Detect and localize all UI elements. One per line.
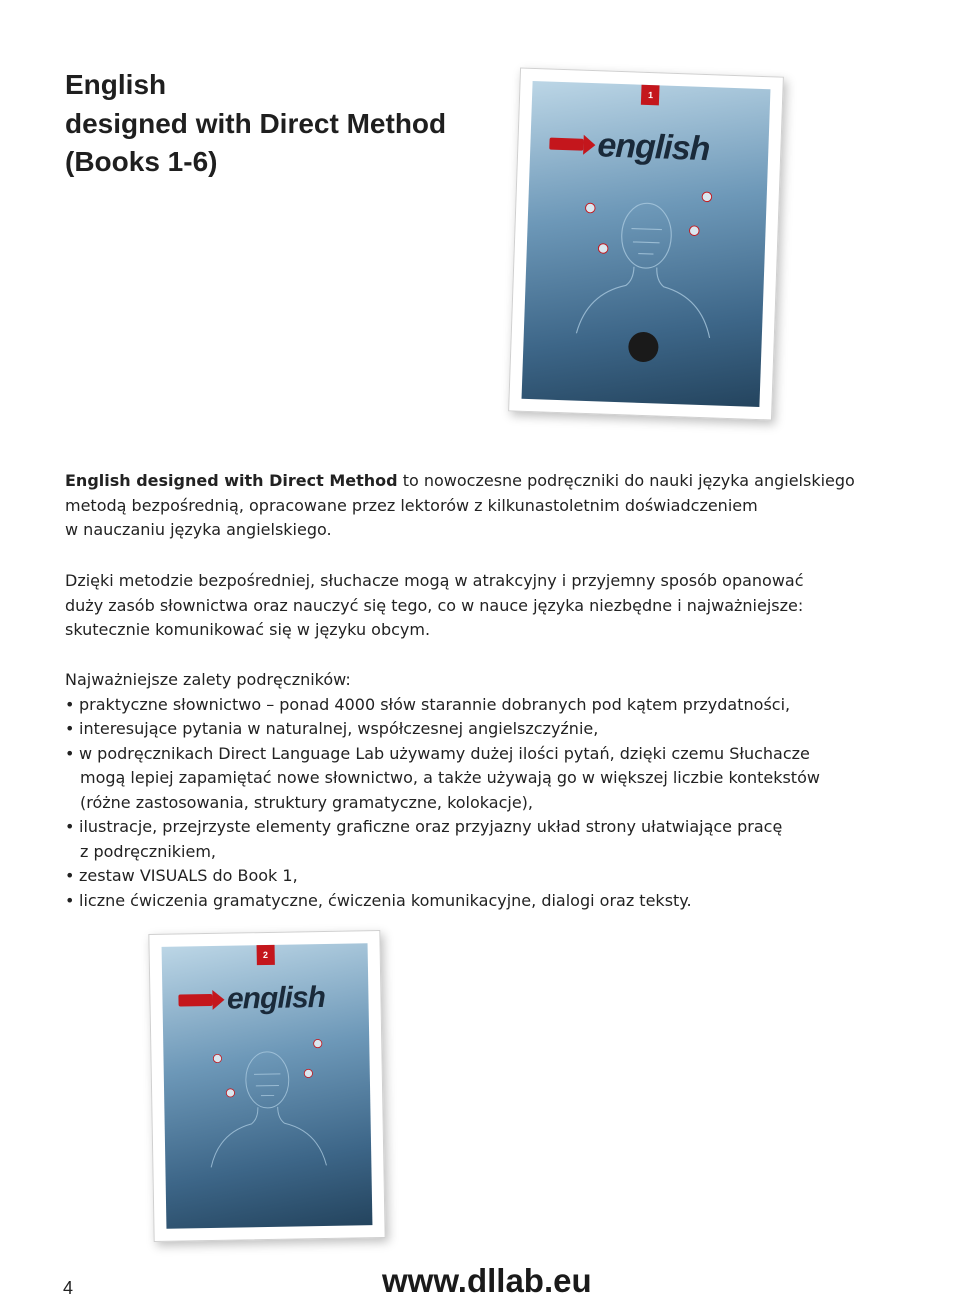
- list-item: [65, 815, 895, 864]
- list-item: [65, 889, 895, 914]
- intro-paragraph: [65, 469, 897, 543]
- book-cover-artwork: [162, 943, 373, 1229]
- book-number-tab: 2: [256, 945, 274, 965]
- list-item-text: z podręcznikiem,: [80, 841, 217, 861]
- page-title-line: (Books 1-6): [65, 146, 218, 177]
- method-paragraph: [65, 569, 897, 643]
- list-item: [65, 864, 895, 889]
- intro-line: metodą bezpośrednią, opracowane przez lektorów z kilkunastoletnim doświadczeniem: [65, 495, 758, 515]
- website-url: www.dllab.eu: [382, 1262, 592, 1299]
- brand-chip: [549, 137, 583, 150]
- book-number-tab: 1: [641, 85, 660, 106]
- list-item: [65, 717, 895, 742]
- list-item-text: • praktyczne słownictwo – ponad 4000 słów starannie dobranych pod kątem przydatności,: [79, 694, 791, 714]
- method-line: duży zasób słownictwa oraz nauczyć się tego, co w nauce języka niezbędne i najważniejsze:: [65, 595, 804, 615]
- page-title-line: English: [65, 69, 167, 100]
- list-item-text: mogą lepiej zapamiętać nowe słownictwo, a także używają go w większej liczbie kontekstów: [80, 768, 820, 787]
- book-cover-2-image: [148, 930, 385, 1242]
- advantages-heading: Najważniejsze zalety podręczników:: [65, 670, 351, 689]
- advantages-list: [65, 693, 895, 914]
- list-item-text: • ilustracje, przejrzyste elementy graficzne oraz przyjazny układ strony ułatwiające pracę: [79, 817, 783, 836]
- advantages-section: [65, 668, 895, 913]
- intro-line: to nowoczesne podręczniki do nauki języka angielskiego: [397, 471, 855, 490]
- head-silhouette-icon: [184, 1028, 351, 1172]
- page-number: 4: [63, 1278, 74, 1298]
- brand-chip: [179, 994, 213, 1007]
- book-cover-1-image: [508, 67, 784, 420]
- cover-logo-word: english: [226, 981, 326, 1017]
- list-item-text: • liczne ćwiczenia gramatyczne, ćwiczenia komunikacyjne, dialogi oraz teksty.: [79, 890, 692, 910]
- method-line: skutecznie komunikować się w języku obcym.: [65, 620, 431, 639]
- method-line: Dzięki metodzie bezpośredniej, słuchacze mogą w atrakcyjny i przyjemny sposób opanować: [65, 571, 804, 590]
- list-item-text: (różne zastosowania, struktury gramatyczne, kolokacje),: [80, 792, 533, 812]
- cover-logo-word: english: [596, 125, 711, 168]
- list-item: [65, 693, 895, 718]
- list-item-text: • w podręcznikach Direct Language Lab używamy dużej ilości pytań, dzięki czemu Słuchacze: [79, 743, 810, 763]
- book-cover-artwork: [522, 81, 771, 407]
- intro-line: w nauczaniu języka angielskiego.: [65, 520, 332, 539]
- chevron-right-icon: [583, 134, 596, 154]
- head-silhouette-icon: [548, 177, 744, 343]
- page-title-line: designed with Direct Method: [65, 107, 447, 139]
- list-item: [65, 742, 895, 816]
- publisher-badge: [628, 331, 659, 362]
- page-title: [65, 66, 446, 182]
- list-item-text: • interesujące pytania w naturalnej, współczesnej angielszczyźnie,: [79, 719, 599, 738]
- cover-logo: [179, 983, 326, 1016]
- list-item-text: • zestaw VISUALS do Book 1,: [79, 866, 298, 885]
- intro-lead: English designed with Direct Method: [65, 471, 398, 490]
- chevron-right-icon: [213, 990, 225, 1010]
- cover-logo: [549, 126, 710, 166]
